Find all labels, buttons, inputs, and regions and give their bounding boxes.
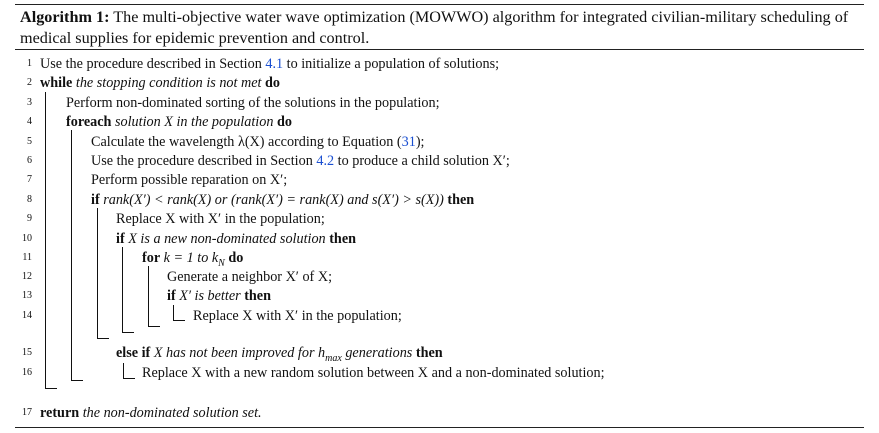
line-number: 11 [22, 252, 32, 263]
equation-ref-link[interactable]: 31 [401, 134, 416, 150]
line-number: 7 [27, 174, 32, 185]
if-rank-block-bracket [97, 208, 98, 338]
code-line-6: Use the procedure described in Section 4.2 to produce a child solution X′; [91, 153, 510, 169]
code-line-15: else if X has not been improved for $h_{max}$ generations then [116, 345, 443, 364]
line-number: 6 [27, 155, 32, 166]
line-number: 3 [27, 97, 32, 108]
code-line-4: foreach solution X in the population do [66, 114, 292, 130]
if-new-block-bracket-end [122, 332, 134, 333]
bottom-rule [15, 427, 864, 428]
line-number: 1 [27, 58, 32, 69]
code-line-7: Perform possible reparation on X′; [91, 172, 288, 188]
section-ref-link[interactable]: 4.1 [265, 56, 284, 72]
line-number: 16 [22, 367, 32, 378]
foreach-block-bracket [71, 130, 72, 380]
code-line-10: if X is a new non-dominated solution then [116, 231, 357, 247]
code-line-8: if rank(X′) < rank(X) or (rank(X′) = rank(X) and s(X′) > s(X)) then [91, 192, 475, 208]
code-line-13: if X′ is better then [167, 288, 271, 304]
line-number: 17 [22, 407, 32, 418]
line-number: 13 [22, 290, 32, 301]
code-line-17: return the non-dominated solution set. [40, 405, 262, 421]
code-line-9: Replace X with X′ in the population; [116, 211, 325, 227]
code-line-2: while the stopping condition is not met do [40, 75, 281, 91]
code-line-3: Perform non-dominated sorting of the solutions in the population; [66, 95, 440, 111]
line-number: 8 [27, 194, 32, 205]
foreach-block-bracket-end [71, 380, 83, 381]
line-number: 2 [27, 77, 32, 88]
algorithm-caption [20, 7, 865, 49]
line-number: 10 [22, 233, 32, 244]
for-block-bracket [148, 266, 149, 326]
code-line-14: Replace X with X′ in the population; [193, 308, 402, 324]
if-better-block-bracket-end [173, 320, 185, 321]
if-rank-block-bracket-end [97, 338, 109, 339]
line-number: 4 [27, 116, 32, 127]
line-number: 5 [27, 136, 32, 147]
caption-text: The multi-objective water wave optimization (MOWWO) algorithm for integrated civilian-military scheduling of medical supplies for epidemic prevention and control. [20, 8, 849, 47]
line-number: 9 [27, 213, 32, 224]
while-block-bracket [45, 92, 46, 388]
if-better-block-bracket [173, 305, 174, 320]
while-block-bracket-end [45, 388, 57, 389]
code-line-5: Calculate the wavelength λ(X) according to Equation (31); [91, 134, 425, 150]
code-line-11: for k = 1 to $k_N$ do [142, 250, 244, 269]
section-ref-link[interactable]: 4.2 [316, 153, 335, 169]
caption-rule [15, 49, 864, 50]
code-line-16: Replace X with a new random solution between X and a non-dominated solution; [142, 365, 605, 381]
code-line-1: Use the procedure described in Section 4.1 to initialize a population of solutions; [40, 56, 500, 72]
line-number: 12 [22, 271, 32, 282]
top-rule [15, 4, 864, 5]
caption-label: Algorithm 1: [20, 8, 110, 26]
else-if-block-bracket-end [123, 378, 135, 379]
line-number: 14 [22, 310, 32, 321]
line-number: 15 [22, 347, 32, 358]
if-new-block-bracket [122, 247, 123, 332]
else-if-block-bracket [123, 363, 124, 378]
code-line-12: Generate a neighbor X′ of X; [167, 269, 333, 285]
for-block-bracket-end [148, 326, 160, 327]
